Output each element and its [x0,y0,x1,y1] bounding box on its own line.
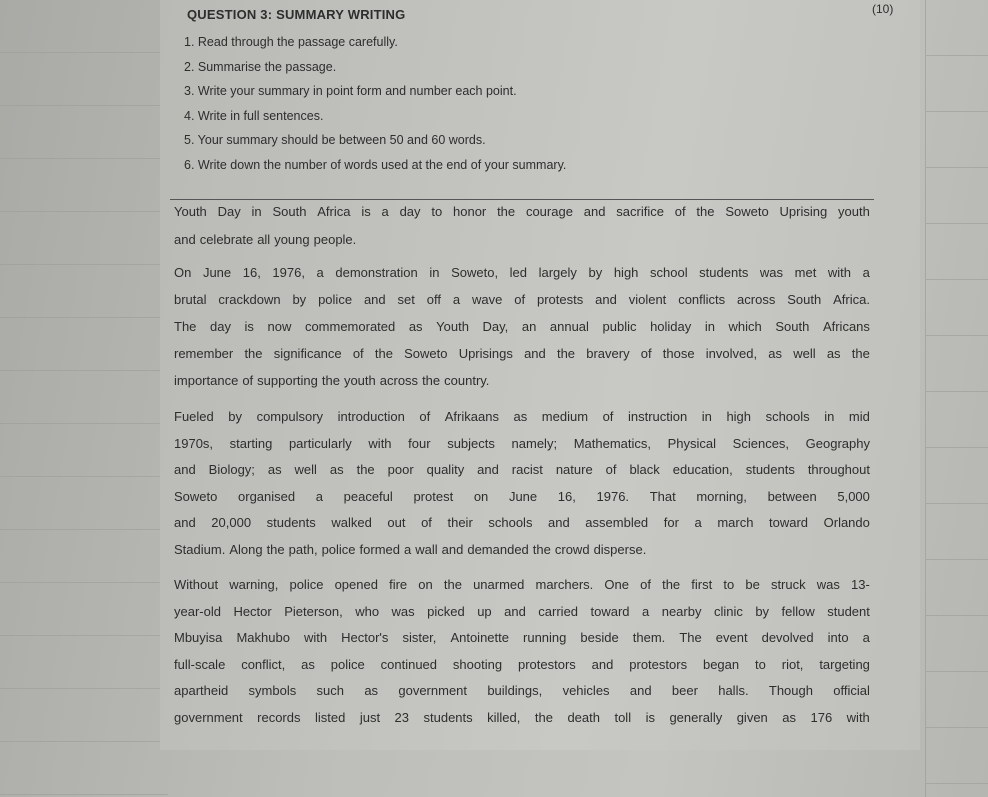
passage-line: year-old Hector Pieterson, who was picked up and carried toward a nearby clinic by fellow student [174,604,870,619]
passage-line: full-scale conflict, as police continued shooting protestors and protestors began to riot, targeting [174,657,870,672]
marks-total: (10) [872,2,894,16]
instruction-item: 1. Read through the passage carefully. [184,35,398,49]
passage-line: and celebrate all young people. [174,232,357,247]
passage-line: Youth Day in South Africa is a day to honor the courage and sacrifice of the Soweto Uprising youth [174,204,870,219]
passage-line: apartheid symbols such as government buildings, vehicles and beer halls. Though official [174,683,870,698]
question-title: QUESTION 3: SUMMARY WRITING [187,7,406,22]
instruction-item: 3. Write your summary in point form and number each point. [184,84,517,98]
passage-line: and Biology; as well as the poor quality and racist nature of black education, students throughout [174,462,870,477]
passage-line: importance of supporting the youth across the country. [174,373,490,388]
passage-line: remember the significance of the Soweto Uprisings and the bravery of those involved, as well as the [174,346,870,361]
passage-line: Stadium. Along the path, police formed a wall and demanded the crowd disperse. [174,542,647,557]
passage-line: The day is now commemorated as Youth Day, an annual public holiday in which South Africans [174,319,870,334]
ruled-paper-left [0,0,168,797]
passage-line: Without warning, police opened fire on the unarmed marchers. One of the first to be struck was 13- [174,577,870,592]
passage-line: brutal crackdown by police and set off a wave of protests and violent conflicts across South Africa. [174,292,870,307]
passage-line: Fueled by compulsory introduction of Afrikaans as medium of instruction in high schools in mid [174,409,870,424]
passage-line: 1970s, starting particularly with four subjects namely; Mathematics, Physical Sciences, Geography [174,436,870,451]
instruction-item: 2. Summarise the passage. [184,60,337,74]
instruction-item: 6. Write down the number of words used at the end of your summary. [184,158,567,172]
ruled-paper-right [925,0,988,797]
instruction-item: 4. Write in full sentences. [184,109,324,123]
passage-line: government records listed just 23 students killed, the death toll is generally given as 176 with [174,710,870,725]
passage-line: Mbuyisa Makhubo with Hector's sister, Antoinette running beside them. The event devolved into a [174,630,870,645]
instruction-item: 5. Your summary should be between 50 and 60 words. [184,133,486,147]
passage-line: and 20,000 students walked out of their schools and assembled for a march toward Orlando [174,515,870,530]
passage-line: On June 16, 1976, a demonstration in Soweto, led largely by high school students was met with a [174,265,870,280]
passage-line: Soweto organised a peaceful protest on June 16, 1976. That morning, between 5,000 [174,489,870,504]
divider-rule [170,199,874,200]
